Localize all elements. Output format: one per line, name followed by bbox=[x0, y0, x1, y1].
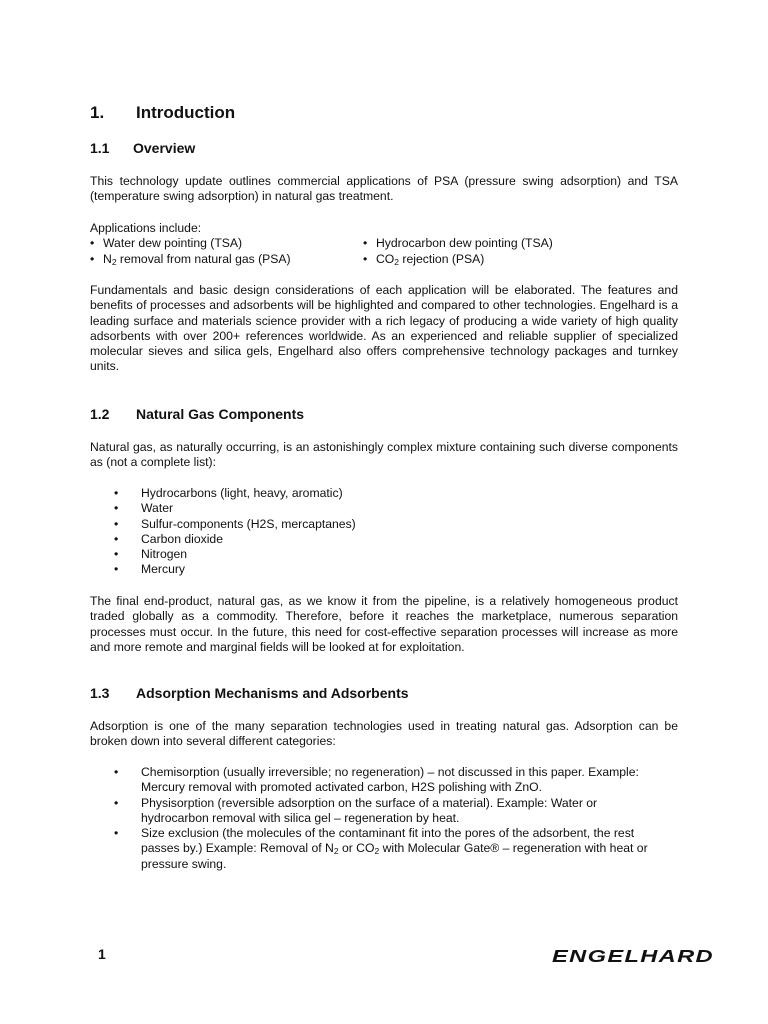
application-item: • $CO_2$ rejection (PSA) bbox=[363, 252, 485, 267]
application-item: • Hydrocarbon dew pointing (TSA) bbox=[363, 236, 553, 250]
section-1-heading bbox=[90, 103, 235, 123]
section-title: Natural Gas Components bbox=[136, 406, 305, 422]
engelhard-logo bbox=[550, 945, 718, 967]
components-list bbox=[114, 486, 614, 578]
list-item: • Physisorption (reversible adsorption on the surface of a material). Example: Water or hydrocarbon removal with silica gel – regeneration by heat. bbox=[114, 796, 654, 827]
section-number: 1.1 bbox=[90, 140, 110, 156]
list-item: • Size exclusion (the molecules of the contaminant fit into the pores of the adsorbent, the rest passes by.) Example: Removal of $N_2$ or $CO_2$ with Molecular Gate® – regeneration with heat or pressure swing. bbox=[114, 826, 654, 872]
list-item: • Hydrocarbons (light, heavy, aromatic) bbox=[114, 486, 614, 501]
components-paragraph-1: Natural gas, as naturally occurring, is an astonishingly complex mixture containing such diverse components as (not a complete list): bbox=[90, 440, 678, 470]
application-item: • $N_2$ removal from natural gas (PSA) bbox=[90, 252, 291, 267]
list-item: • Nitrogen bbox=[114, 547, 614, 562]
application-item: • Water dew pointing (TSA) bbox=[90, 236, 243, 250]
section-number: 1.3 bbox=[90, 685, 110, 701]
section-1-1-heading bbox=[90, 140, 195, 156]
logo-text: ENGELHARD bbox=[552, 946, 714, 966]
adsorption-paragraph-1: Adsorption is one of the many separation technologies used in treating natural gas. Adsorption can be broken down into several different categories: bbox=[90, 719, 678, 749]
section-title: Overview bbox=[133, 140, 196, 156]
page-number: 1 bbox=[98, 946, 106, 962]
section-1-2-heading bbox=[90, 406, 304, 422]
applications-intro: Applications include: bbox=[90, 221, 202, 235]
list-item: • Chemisorption (usually irreversible; no regeneration) – not discussed in this paper. Example: Mercury removal with promoted activated carbon, H2S polishing with ZnO. bbox=[114, 765, 654, 796]
adsorption-list bbox=[114, 765, 654, 872]
section-1-3-heading bbox=[90, 685, 409, 701]
list-item: • Mercury bbox=[114, 562, 614, 577]
list-item: • Water bbox=[114, 501, 614, 516]
section-title: Introduction bbox=[136, 103, 236, 122]
components-paragraph-2: The final end-product, natural gas, as we know it from the pipeline, is a relatively homogeneous product traded globally as a commodity. Therefore, before it reaches the marketplace, numerous separation processes must occur. In the future, this need for cost-effective separation processes will increase as more and more remote and marginal fields will be looked at for exploitation. bbox=[90, 594, 678, 654]
list-item: • Carbon dioxide bbox=[114, 532, 614, 547]
section-title: Adsorption Mechanisms and Adsorbents bbox=[136, 685, 409, 701]
section-number: 1. bbox=[90, 103, 105, 122]
list-item: • Sulfur-components (H2S, mercaptanes) bbox=[114, 517, 614, 532]
overview-paragraph-1: This technology update outlines commercial applications of PSA (pressure swing adsorption) and TSA (temperature swing adsorption) in natural gas treatment. bbox=[90, 174, 678, 204]
overview-paragraph-2: Fundamentals and basic design considerations of each application will be elaborated. The features and benefits of processes and adsorbents will be highlighted and compared to other technologies. Engelhard is a leading surface and materials science provider with a rich legacy of producing a wide variety of high quality adsorbents with over 200+ references worldwide. As an experienced and reliable supplier of specialized molecular sieves and silica gels, Engelhard also offers comprehensive technology packages and turnkey units. bbox=[90, 283, 678, 374]
section-number: 1.2 bbox=[90, 406, 110, 422]
